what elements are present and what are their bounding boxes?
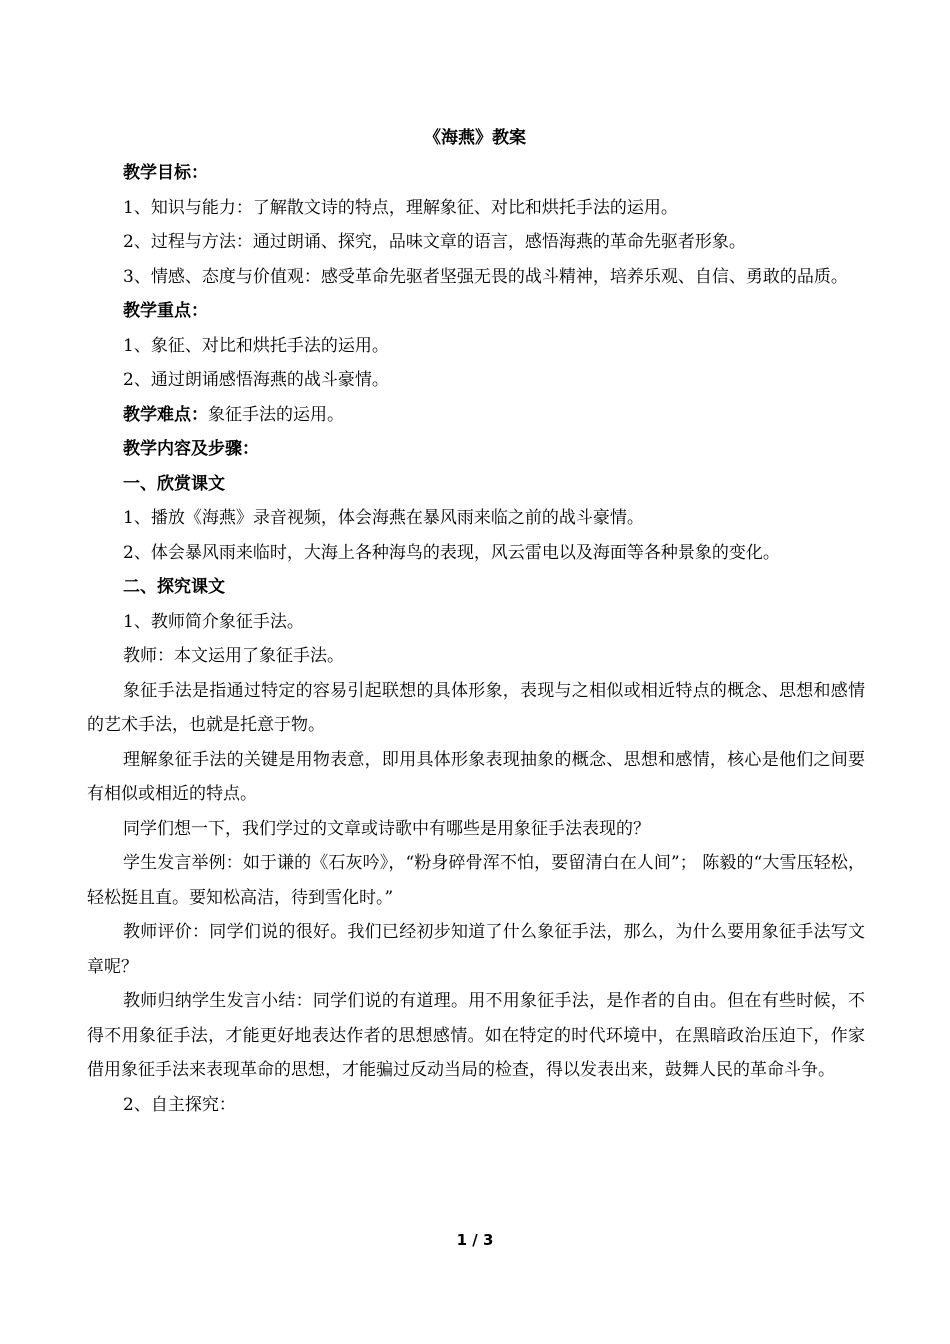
document-body (87, 156, 865, 1122)
objective-1: 1、知识与能力：了解散文诗的特点，理解象征、对比和烘托手法的运用。 (123, 197, 678, 218)
section-2-item-1: 1、教师简介象征手法。 (123, 611, 304, 632)
teacher-summary: 教师归纳学生发言小结：同学们说的有道理。用不用象征手法，是作者的自由。但在有些时候，不得不用象征手法，才能更好地表达作者的思想感情。如在特定的时代环境中，在黑暗政治压迫下，作家借用象征手法来表现革命的思想，才能骗过反动当局的检查，得以发表出来，鼓舞人民的革命斗争。 (87, 991, 865, 1080)
steps-heading: 教学内容及步骤： (123, 439, 259, 459)
section-1-item-2: 2、体会暴风雨来临时，大海上各种海鸟的表现，风云雷电以及海面等各种景象的变化。 (123, 542, 780, 563)
key-point-1: 1、象征、对比和烘托手法的运用。 (123, 335, 389, 356)
page-number: 1 / 3 (456, 1231, 494, 1249)
document-title: 《海燕》教案 (424, 128, 526, 148)
section-1-item-1: 1、播放《海燕》录音视频，体会海燕在暴风雨来临之前的战斗豪情。 (123, 508, 644, 528)
key-point-2: 2、通过朗诵感悟海燕的战斗豪情。 (123, 370, 389, 390)
teacher-comment: 教师评价：同学们说的很好。我们已经初步知道了什么象征手法，那么，为什么要用象征手法写文章呢？ (87, 922, 865, 977)
symbolism-key: 理解象征手法的关键是用物表意，即用具体形象表现抽象的概念、思想和感情，核心是他们之间要有相似或相近的特点。 (87, 749, 865, 804)
objective-3: 3、情感、态度与价值观：感受革命先驱者坚强无畏的战斗精神，培养乐观、自信、勇敢的品质。 (123, 266, 848, 287)
objective-2: 2、过程与方法：通过朗诵、探究，品味文章的语言，感悟海燕的革命先驱者形象。 (123, 232, 746, 252)
teacher-line: 教师：本文运用了象征手法。 (123, 646, 344, 666)
section-2-heading: 二、探究课文 (123, 577, 225, 597)
difficulty-text: 象征手法的运用。 (208, 404, 344, 425)
section-2-item-2: 2、自主探究： (123, 1094, 236, 1115)
difficulty-line (87, 398, 865, 433)
student-examples: 学生发言举例：如于谦的《石灰吟》，“粉身碎骨浑不怕，要留清白在人间”； 陈毅的“大雪压轻松，轻松挺且直。要知松高洁，待到雪化时。” (87, 853, 865, 908)
difficulty-label: 教学难点： (123, 404, 208, 425)
key-points-heading: 教学重点： (123, 301, 208, 321)
question-paragraph: 同学们想一下，我们学过的文章或诗歌中有哪些是用象征手法表现的？ (123, 818, 650, 839)
objectives-heading: 教学目标： (123, 163, 208, 183)
symbolism-definition: 象征手法是指通过特定的容易引起联想的具体形象，表现与之相似或相近特点的概念、思想和感情的艺术手法，也就是托意于物。 (87, 680, 865, 735)
section-1-heading: 一、欣赏课文 (123, 473, 225, 494)
